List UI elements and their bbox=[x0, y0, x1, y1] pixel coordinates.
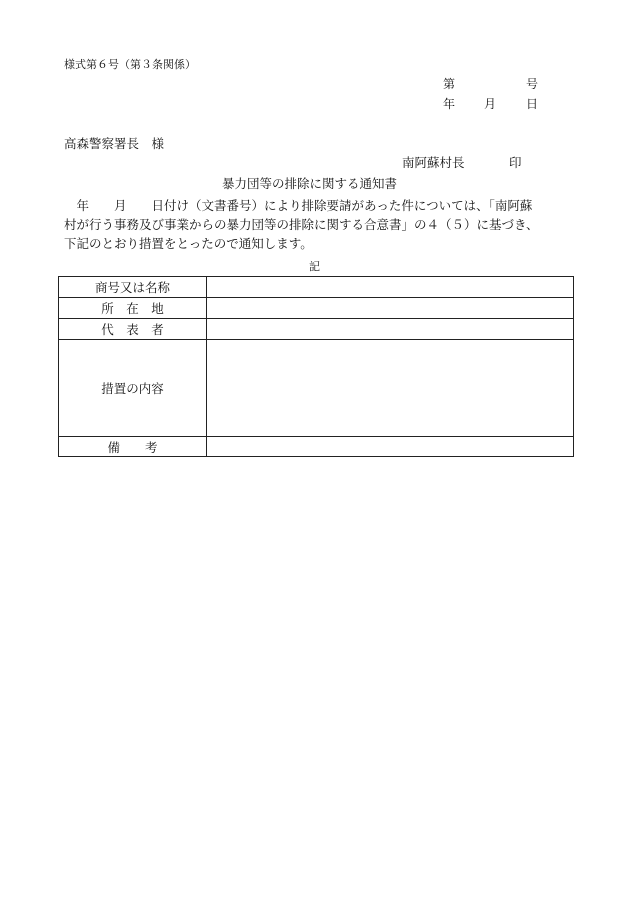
remarks-field[interactable] bbox=[207, 437, 574, 457]
body-line-1: 年 月 日付け（文書番号）により排除要請があった件については、「南阿蘇 bbox=[64, 198, 533, 213]
label-representative: 代 表 者 bbox=[59, 319, 207, 340]
doc-number-suffix: 号 bbox=[526, 77, 539, 91]
label-measures: 措置の内容 bbox=[59, 340, 207, 437]
table-row bbox=[59, 298, 574, 319]
measures-field[interactable] bbox=[207, 340, 574, 437]
body-line-2: 村が行う事務及び事業からの暴力団等の排除に関する合意書」の４（５）に基づき、 bbox=[64, 217, 539, 232]
label-remarks: 備 考 bbox=[59, 437, 207, 457]
table-row bbox=[59, 437, 574, 457]
address-field[interactable] bbox=[207, 298, 574, 319]
date-line bbox=[443, 98, 543, 112]
table-row bbox=[59, 340, 574, 437]
date-month: 月 bbox=[484, 97, 497, 111]
representative-field[interactable] bbox=[207, 319, 574, 340]
sender-seal: 印 bbox=[509, 155, 522, 170]
label-address: 所 在 地 bbox=[59, 298, 207, 319]
sender-name: 南阿蘇村長 bbox=[402, 155, 465, 170]
date-year: 年 bbox=[443, 97, 456, 111]
ki-heading: 記 bbox=[309, 260, 320, 273]
form-number: 様式第６号（第３条関係） bbox=[64, 58, 196, 71]
label-company-name: 商号又は名称 bbox=[59, 277, 207, 298]
table-row bbox=[59, 319, 574, 340]
addressee: 高森警察署長 様 bbox=[64, 136, 165, 151]
document-title: 暴力団等の排除に関する通知書 bbox=[222, 176, 398, 191]
body-line-3: 下記のとおり措置をとったので通知します。 bbox=[64, 236, 313, 251]
doc-number-line bbox=[443, 78, 543, 92]
table-row bbox=[59, 277, 574, 298]
measures-table bbox=[58, 276, 574, 457]
date-day: 日 bbox=[526, 97, 539, 111]
body-text bbox=[64, 196, 579, 253]
company-name-field[interactable] bbox=[207, 277, 574, 298]
doc-number-prefix: 第 bbox=[443, 77, 456, 91]
